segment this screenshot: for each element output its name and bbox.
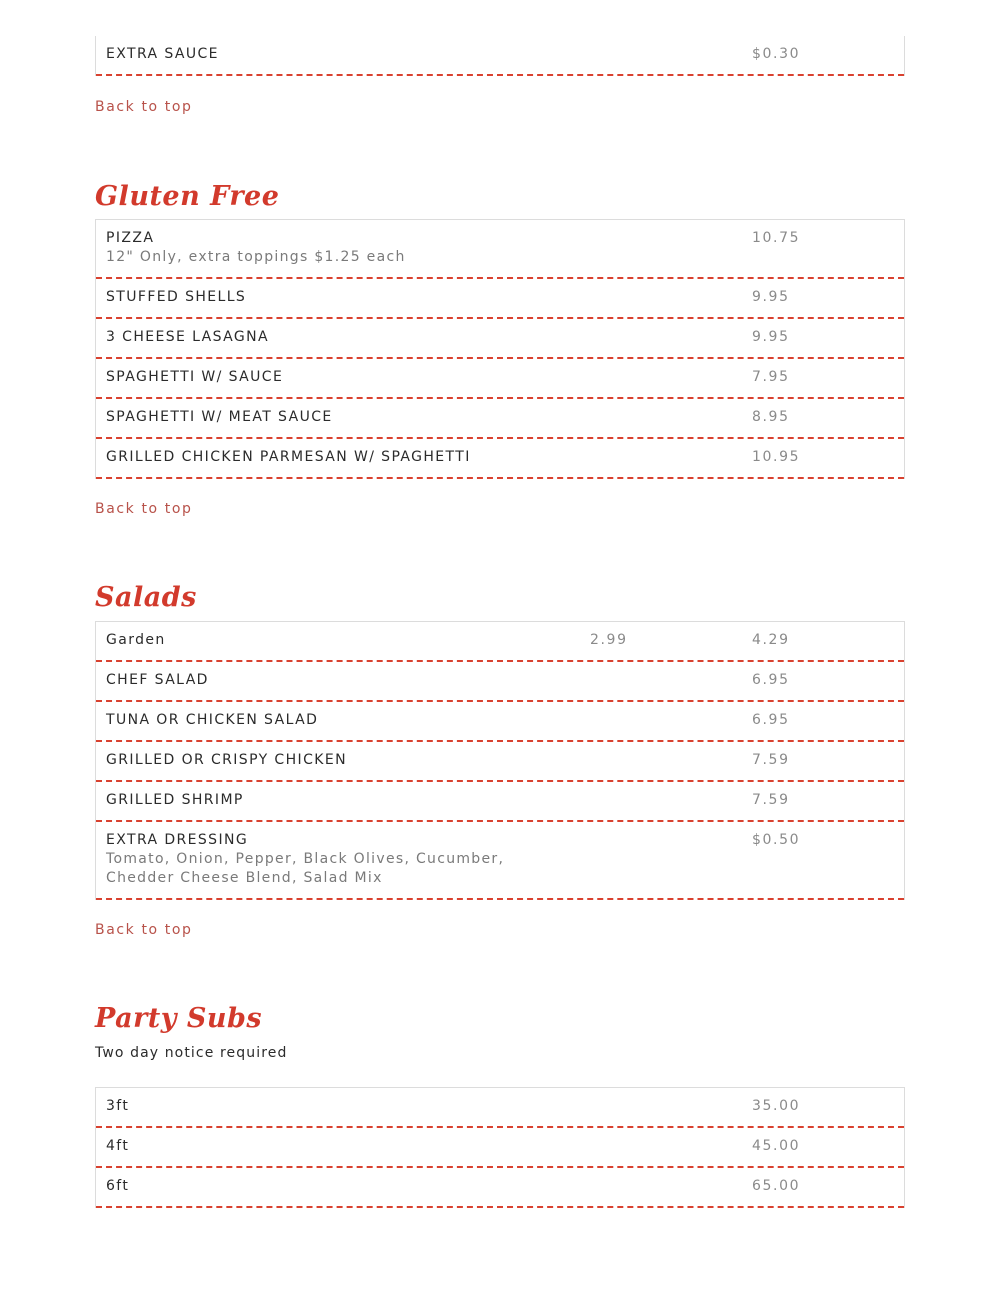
menu-row	[96, 359, 904, 399]
item-name: EXTRA DRESSING	[106, 832, 249, 848]
back-to-top-link[interactable]: Back to top	[95, 501, 193, 517]
item-price: 10.95	[752, 449, 801, 465]
menu-row	[96, 36, 904, 76]
item-price: 10.75	[752, 230, 801, 246]
item-name: CHEF SALAD	[106, 672, 209, 688]
menu-row	[96, 399, 904, 439]
item-name: GRILLED OR CRISPY CHICKEN	[106, 752, 347, 768]
back-to-top-link[interactable]: Back to top	[95, 99, 193, 115]
item-price-small: 2.99	[590, 632, 628, 648]
menu-table-salads	[95, 621, 905, 900]
menu-row	[96, 279, 904, 319]
item-name: TUNA OR CHICKEN SALAD	[106, 712, 319, 728]
item-name: SPAGHETTI W/ MEAT SAUCE	[106, 409, 333, 425]
item-name: Garden	[106, 632, 166, 648]
menu-row	[96, 319, 904, 359]
item-price: $0.50	[752, 832, 801, 848]
item-name: PIZZA	[106, 230, 155, 246]
menu-row	[96, 782, 904, 822]
item-price: 4.29	[752, 632, 790, 648]
menu-row	[96, 220, 904, 279]
item-name: STUFFED SHELLS	[106, 289, 247, 305]
menu-row	[96, 439, 904, 479]
item-name: SPAGHETTI W/ SAUCE	[106, 369, 284, 385]
menu-table-gluten-free	[95, 219, 905, 479]
item-price: 65.00	[752, 1178, 801, 1194]
menu-row	[96, 1088, 904, 1128]
item-name: 3ft	[106, 1098, 130, 1114]
menu-row	[96, 742, 904, 782]
item-price: 9.95	[752, 329, 790, 345]
item-price: 9.95	[752, 289, 790, 305]
item-price: $0.30	[752, 46, 801, 62]
item-price: 8.95	[752, 409, 790, 425]
back-to-top-link[interactable]: Back to top	[95, 922, 193, 938]
menu-row	[96, 622, 904, 662]
section-title-salads: Salads	[95, 582, 197, 613]
item-price: 7.59	[752, 792, 790, 808]
item-name: 4ft	[106, 1138, 130, 1154]
item-name: 6ft	[106, 1178, 130, 1194]
section-note: Two day notice required	[95, 1045, 288, 1061]
menu-row	[96, 702, 904, 742]
item-name: 3 CHEESE LASAGNA	[106, 329, 270, 345]
item-price: 6.95	[752, 712, 790, 728]
item-description: Tomato, Onion, Pepper, Black Olives, Cucumber, Chedder Cheese Blend, Salad Mix	[106, 851, 505, 886]
menu-row	[96, 1168, 904, 1208]
item-price: 7.59	[752, 752, 790, 768]
item-name: EXTRA SAUCE	[106, 46, 219, 62]
item-price: 6.95	[752, 672, 790, 688]
menu-table-party-subs	[95, 1087, 905, 1208]
item-price: 45.00	[752, 1138, 801, 1154]
menu-table-top	[95, 36, 905, 76]
section-title-gluten-free: Gluten Free	[95, 181, 280, 212]
menu-row	[96, 822, 904, 900]
item-name: GRILLED SHRIMP	[106, 792, 244, 808]
item-description: 12" Only, extra toppings $1.25 each	[106, 249, 406, 265]
menu-row	[96, 1128, 904, 1168]
item-name: GRILLED CHICKEN PARMESAN W/ SPAGHETTI	[106, 449, 471, 465]
item-price: 35.00	[752, 1098, 801, 1114]
section-title-party-subs: Party Subs	[95, 1003, 263, 1034]
menu-row	[96, 662, 904, 702]
item-price: 7.95	[752, 369, 790, 385]
